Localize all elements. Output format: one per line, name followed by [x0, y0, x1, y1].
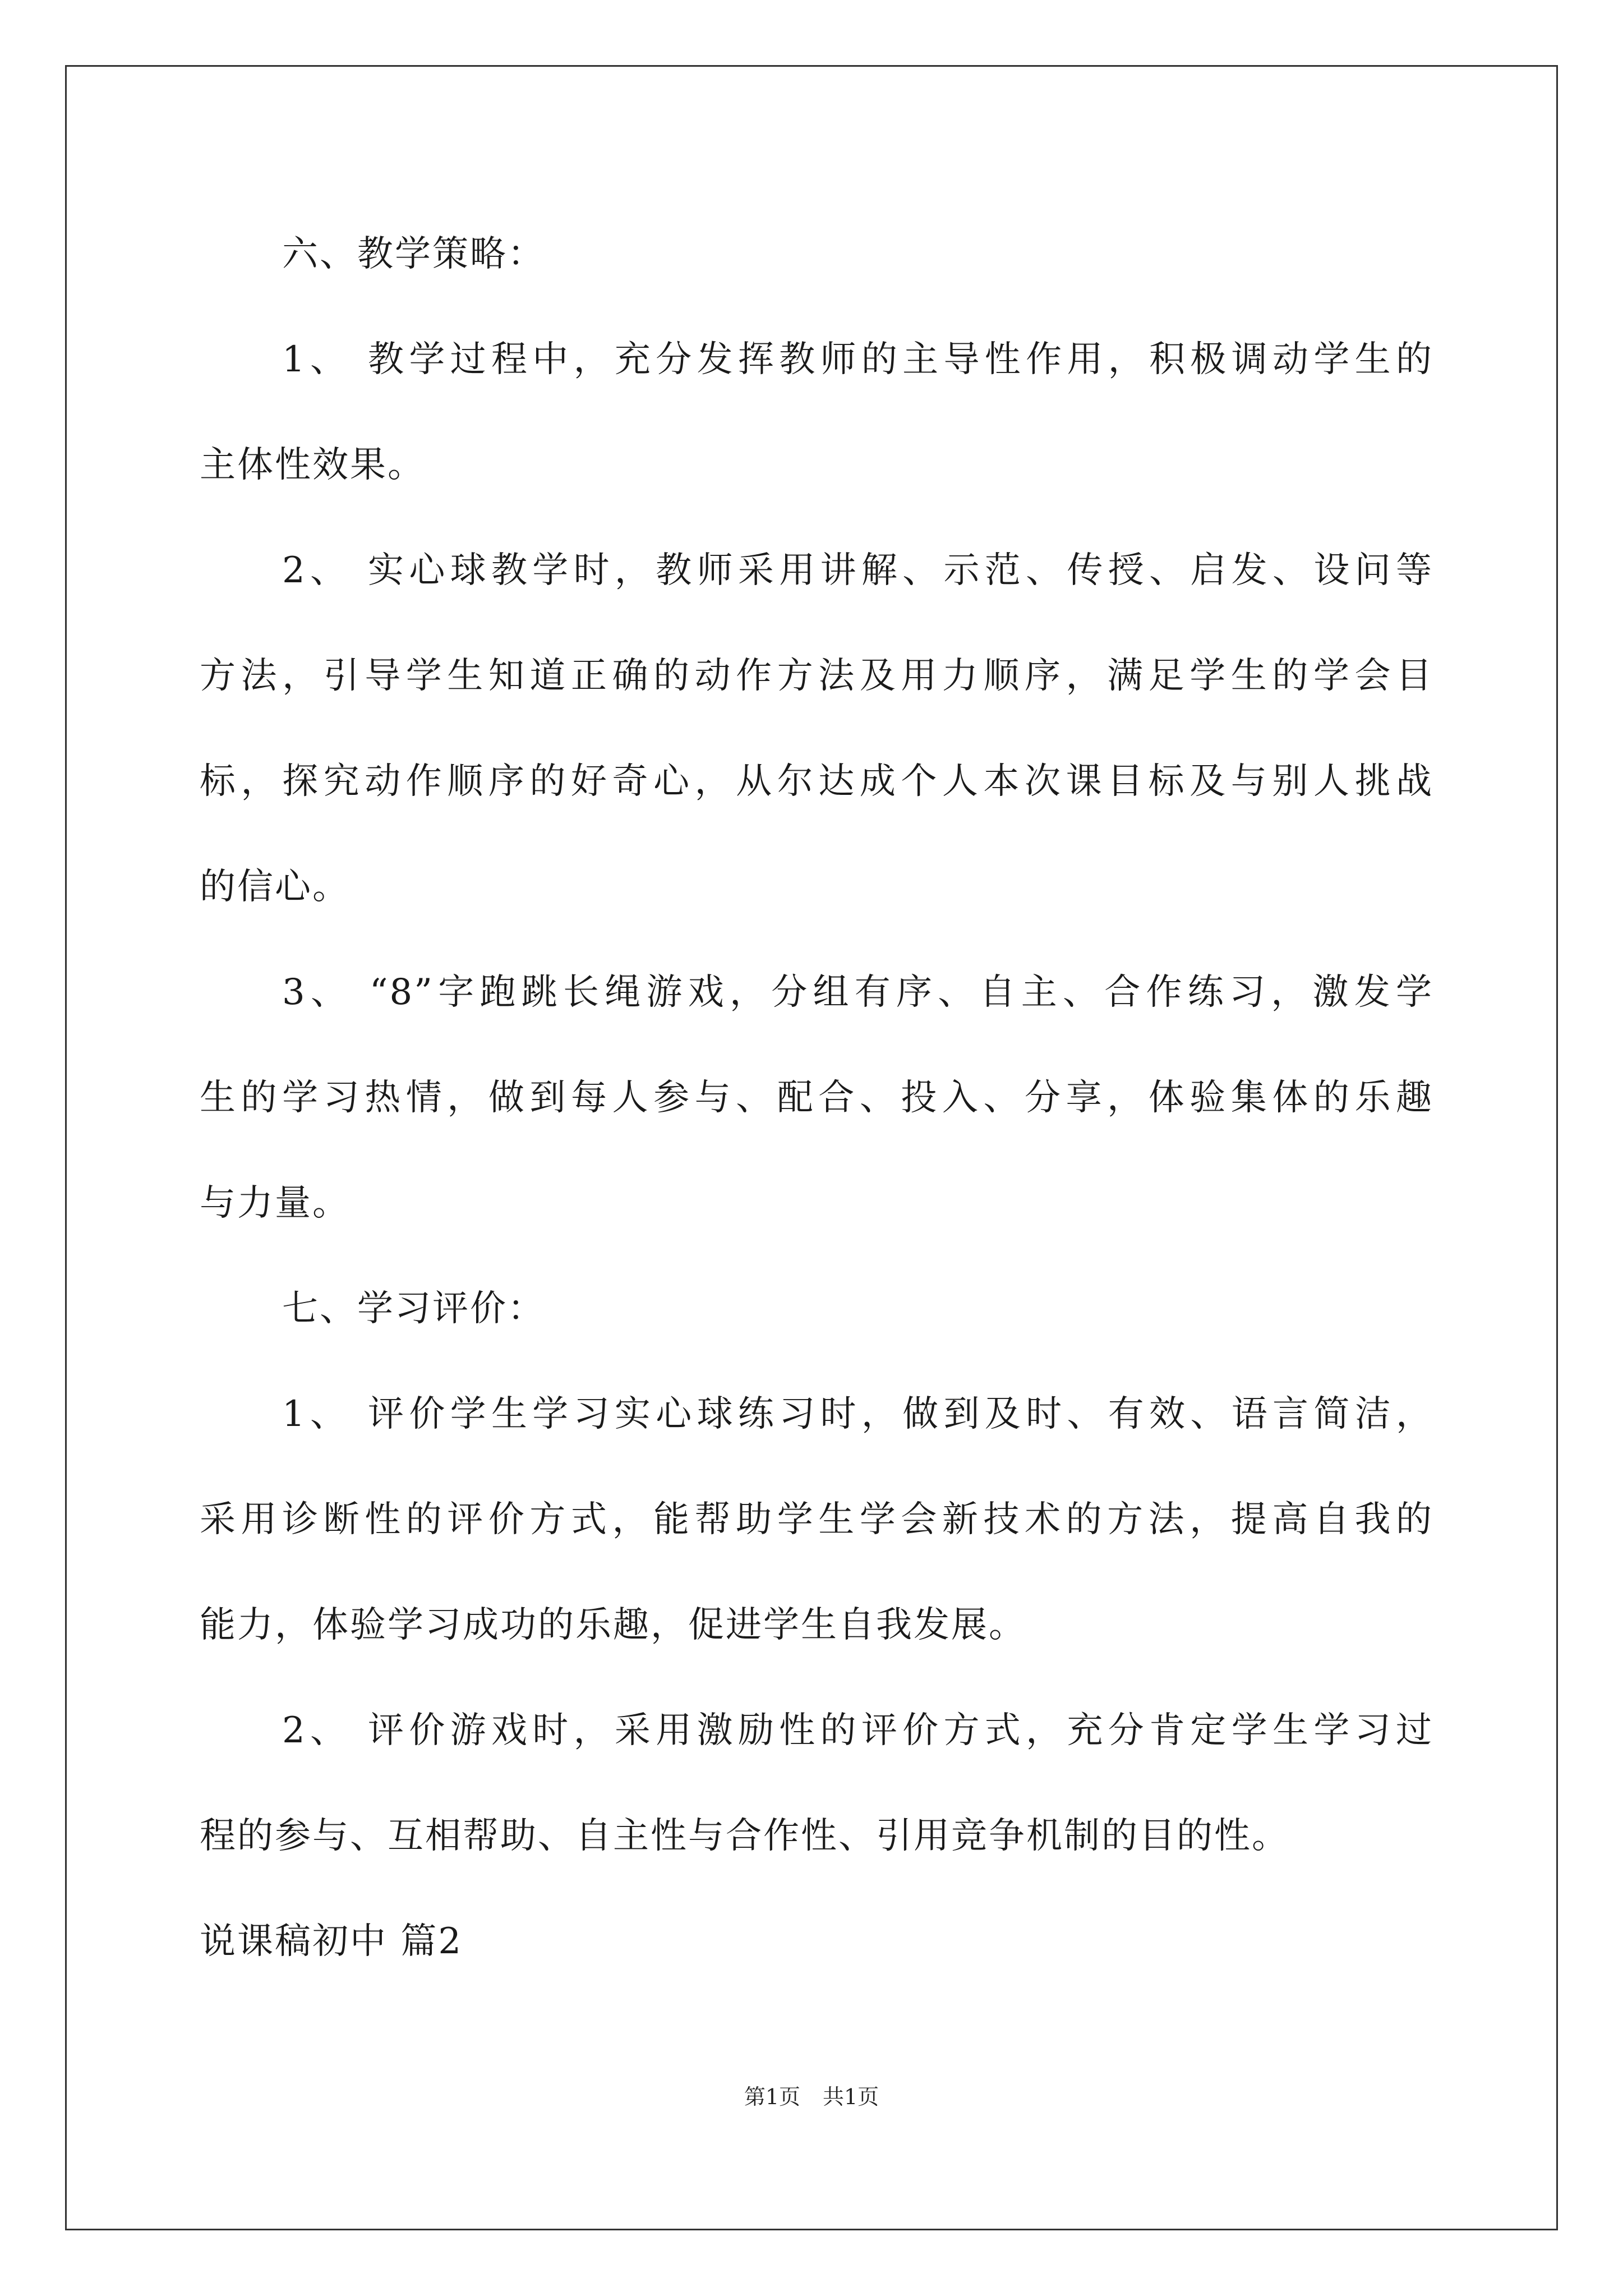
page-footer	[0, 2086, 1623, 2108]
page-border	[65, 65, 1558, 2230]
section-heading-strategy: 六、教学策略：	[282, 233, 545, 275]
section-heading-evaluation: 七、学习评价：	[282, 1288, 545, 1329]
paragraph-line: 1、 教学过程中，充分发挥教师的主导性作用，积极调动学生的	[282, 339, 1433, 380]
paragraph-line: 方法，引导学生知道正确的动作方法及用力顺序，满足学生的学会目	[200, 655, 1433, 697]
paragraph-line: 采用诊断性的评价方式，能帮助学生学会新技术的方法，提高自我的	[200, 1499, 1433, 1540]
paragraph-line: 能力，体验学习成功的乐趣，促进学生自我发展。	[200, 1604, 1026, 1646]
paragraph-line: 的信心。	[200, 866, 350, 908]
paragraph-line: 程的参与、互相帮助、自主性与合作性、引用竞争机制的目的性。	[200, 1815, 1289, 1857]
article-heading: 说课稿初中 篇2	[200, 1921, 463, 1962]
paragraph-line: 与力量。	[200, 1182, 350, 1224]
paragraph-line: 标，探究动作顺序的好奇心，从尔达成个人本次课目标及与别人挑战	[200, 761, 1433, 802]
page-number: 第1页	[744, 2085, 800, 2109]
paragraph-line: 3、 “8”字跑跳长绳游戏，分组有序、自主、合作练习，激发学	[282, 972, 1433, 1013]
paragraph-line: 1、 评价学生学习实心球练习时，做到及时、有效、语言简洁，	[282, 1393, 1433, 1435]
paragraph-line: 2、 实心球教学时，教师采用讲解、示范、传授、启发、设问等	[282, 550, 1433, 591]
paragraph-line: 主体性效果。	[200, 444, 425, 486]
paragraph-line: 2、 评价游戏时，采用激励性的评价方式，充分肯定学生学习过	[282, 1710, 1433, 1751]
paragraph-line: 生的学习热情，做到每人参与、配合、投入、分享，体验集体的乐趣	[200, 1077, 1433, 1119]
page-total: 共1页	[823, 2085, 879, 2109]
